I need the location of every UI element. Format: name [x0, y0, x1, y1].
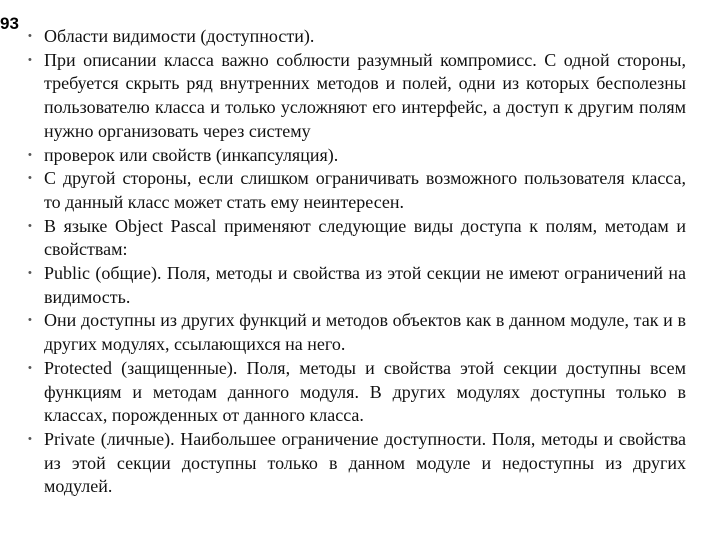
bullet-item — [24, 357, 686, 428]
bullet-item — [24, 25, 686, 49]
page-number: 93 — [0, 14, 19, 33]
bullet-dot-icon: • — [28, 53, 32, 66]
bullet-text: Области видимости (доступности). — [44, 26, 315, 46]
bullet-dot-icon: • — [28, 30, 32, 42]
bullet-dot-icon: • — [28, 219, 32, 232]
bullet-text: Private (личные). Наибольшее ограничение доступности. Поля, методы и свойства из этой секции доступны только в данном модуле и недоступны из других модулей. — [44, 428, 686, 497]
bullet-item — [24, 262, 686, 309]
bullet-list — [24, 25, 686, 499]
bullet-text: Они доступны из других функций и методов объектов как в данном модуле, так и в других модулях, ссылающихся на него. — [44, 310, 686, 355]
bullet-dot-icon: • — [28, 314, 32, 327]
bullet-text: проверок или свойств (инкапсуляция). — [44, 144, 339, 165]
bullet-dot-icon: • — [28, 267, 32, 280]
bullet-item — [24, 49, 686, 144]
bullet-item — [24, 215, 686, 262]
bullet-item — [24, 428, 686, 499]
bullet-dot-icon: • — [28, 361, 32, 374]
bullet-item — [24, 144, 686, 168]
bullet-text: В языке Object Pascal применяют следующие виды доступа к полям, методам и свойствам: — [44, 215, 686, 260]
bullet-dot-icon: • — [28, 148, 32, 161]
bullet-text: При описании класса важно соблюсти разумный компромисс. С одной стороны, требуется скрыть ряд внутренних методов и полей, одни из которых бесполезны пользователю класса и только усложняют его интерфейс, а доступ к другим полям нужно организовать через систему — [44, 49, 686, 141]
bullet-item — [24, 167, 686, 214]
bullet-text: Protected (защищенные). Поля, методы и свойства этой секции доступны всем функциям и методам данного модуля. В других модулях доступны только в классах, порожденных от данного класса. — [44, 357, 686, 426]
bullet-dot-icon: • — [28, 172, 32, 185]
bullet-text: Public (общие). Поля, методы и свойства из этой секции не имеют ограничений на видимость. — [44, 263, 686, 307]
bullet-text: С другой стороны, если слишком ограничивать возможного пользователя класса, то данный класс может стать ему неинтересен. — [44, 168, 686, 212]
bullet-dot-icon: • — [28, 432, 32, 445]
bullet-item — [24, 309, 686, 356]
